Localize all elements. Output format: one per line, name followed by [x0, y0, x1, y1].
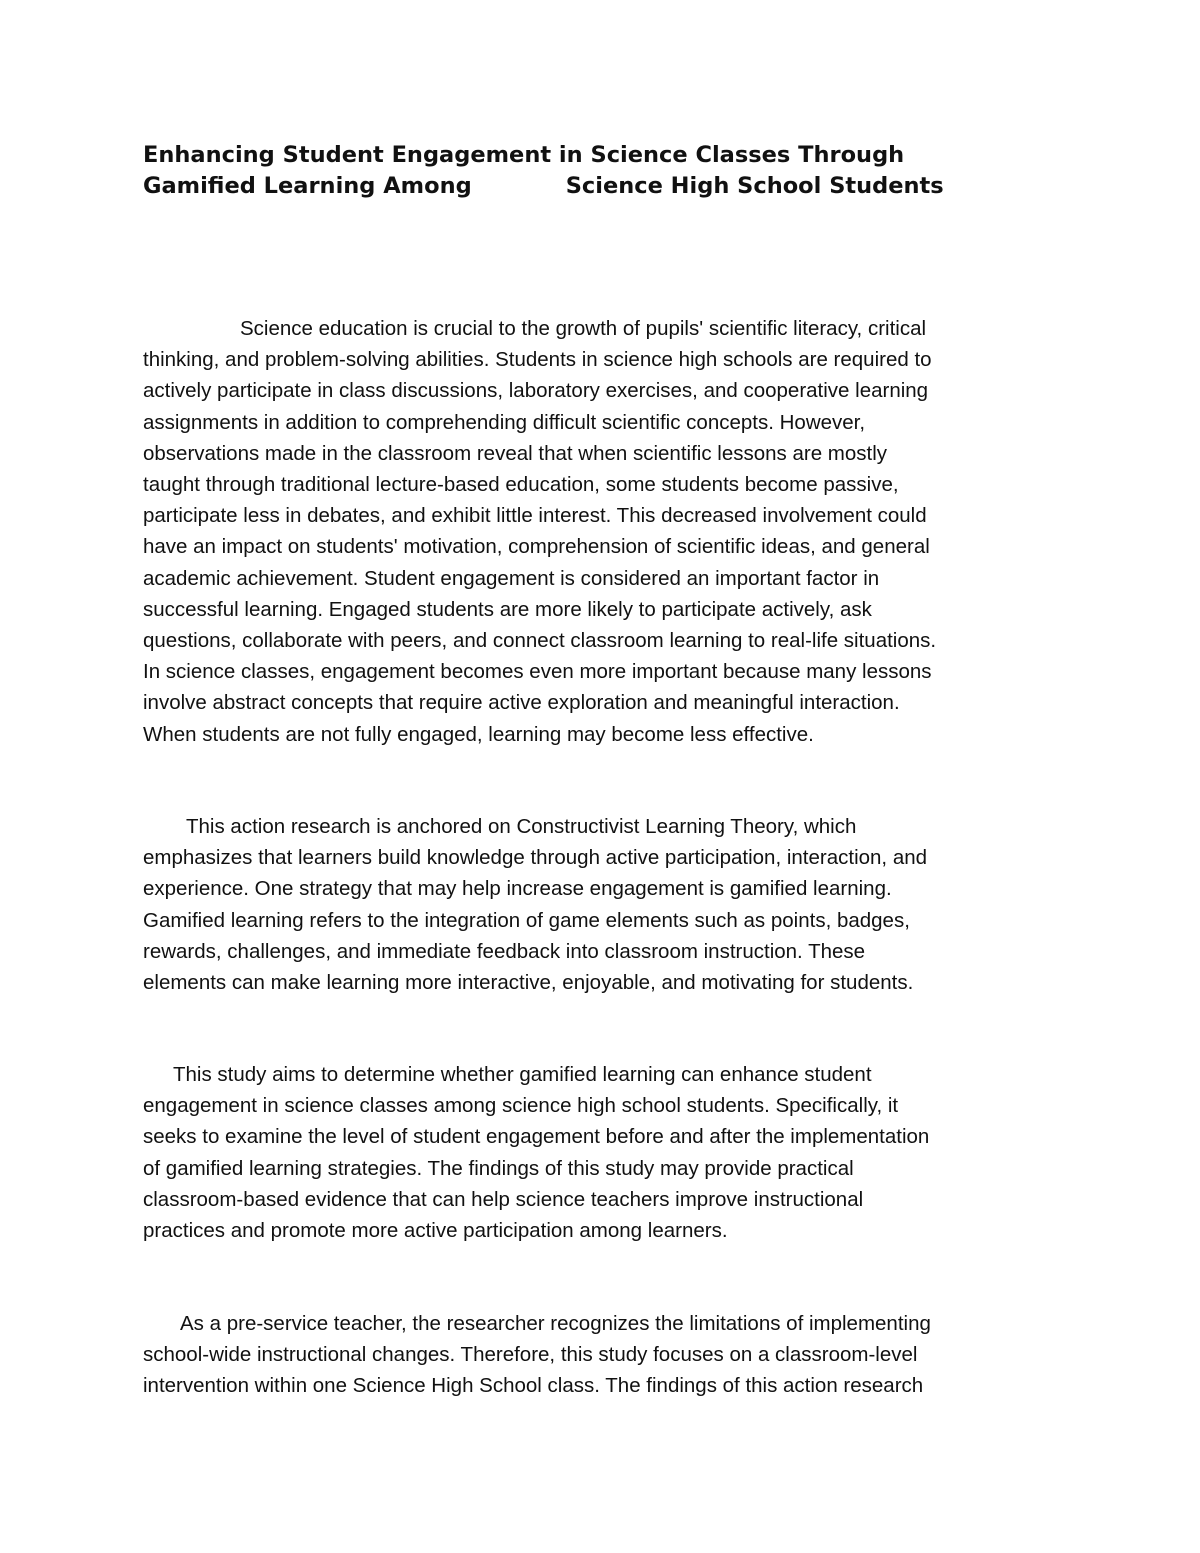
- text-line: actively participate in class discussions, laboratory exercises, and cooperative learning: [143, 379, 929, 403]
- text-line: thinking, and problem-solving abilities. Students in science high schools are required to: [143, 348, 932, 372]
- text-line: seeks to examine the level of student engagement before and after the implementation: [143, 1125, 930, 1149]
- text-line: As a pre-service teacher, the researcher recognizes the limitations of implementing: [180, 1312, 931, 1335]
- text-line: classroom-based evidence that can help science teachers improve instructional: [143, 1187, 864, 1211]
- text-line: This study aims to determine whether gamified learning can enhance student: [173, 1063, 872, 1086]
- text-line: participate less in debates, and exhibit little interest. This decreased involvement could: [143, 504, 927, 528]
- text-line: have an impact on students' motivation, comprehension of scientific ideas, and general: [143, 535, 930, 559]
- text-line: taught through traditional lecture-based education, some students become passive,: [143, 473, 899, 497]
- text-line: of gamified learning strategies. The findings of this study may provide practical: [143, 1156, 854, 1180]
- title-segment: Science High School Students: [565, 173, 944, 199]
- text-line: Science education is crucial to the growth of pupils' scientific literacy, critical: [240, 317, 927, 340]
- text-line: engagement in science classes among science high school students. Specifically, it: [143, 1094, 899, 1118]
- title-line: [143, 171, 1103, 202]
- text-line: elements can make learning more interactive, enjoyable, and motivating for students.: [143, 971, 914, 995]
- text-line: intervention within one Science High School class. The findings of this action research: [143, 1374, 924, 1398]
- title-segment: Gamified Learning Among: [143, 173, 472, 199]
- text-line: experience. One strategy that may help increase engagement is gamified learning.: [143, 877, 892, 901]
- text-line: academic achievement. Student engagement is considered an important factor in: [143, 566, 880, 590]
- text-line: involve abstract concepts that require active exploration and meaningful interaction.: [143, 691, 900, 715]
- text-line: This action research is anchored on Constructivist Learning Theory, which: [186, 815, 857, 838]
- paragraph-theory: [143, 811, 1068, 998]
- paragraph-introduction: [143, 313, 1068, 750]
- text-line: When students are not fully engaged, learning may become less effective.: [143, 722, 814, 746]
- title-line: Enhancing Student Engagement in Science Classes Through: [143, 142, 905, 168]
- text-line: questions, collaborate with peers, and connect classroom learning to real-life situations.: [143, 629, 937, 653]
- text-line: school-wide instructional changes. Therefore, this study focuses on a classroom-level: [143, 1343, 918, 1367]
- paragraph-scope: [143, 1308, 1068, 1402]
- text-line: In science classes, engagement becomes even more important because many lessons: [143, 660, 932, 684]
- text-line: emphasizes that learners build knowledge through active participation, interaction, and: [143, 846, 928, 870]
- paragraph-aim: [143, 1059, 1068, 1246]
- text-line: assignments in addition to comprehending difficult scientific concepts. However,: [143, 410, 866, 434]
- text-line: observations made in the classroom reveal that when scientific lessons are mostly: [143, 441, 888, 465]
- text-line: successful learning. Engaged students are more likely to participate actively, ask: [143, 597, 872, 621]
- text-line: Gamified learning refers to the integration of game elements such as points, badges,: [143, 908, 910, 932]
- text-line: rewards, challenges, and immediate feedback into classroom instruction. These: [143, 939, 866, 963]
- text-line: practices and promote more active participation among learners.: [143, 1219, 728, 1243]
- document-title: [143, 140, 1103, 202]
